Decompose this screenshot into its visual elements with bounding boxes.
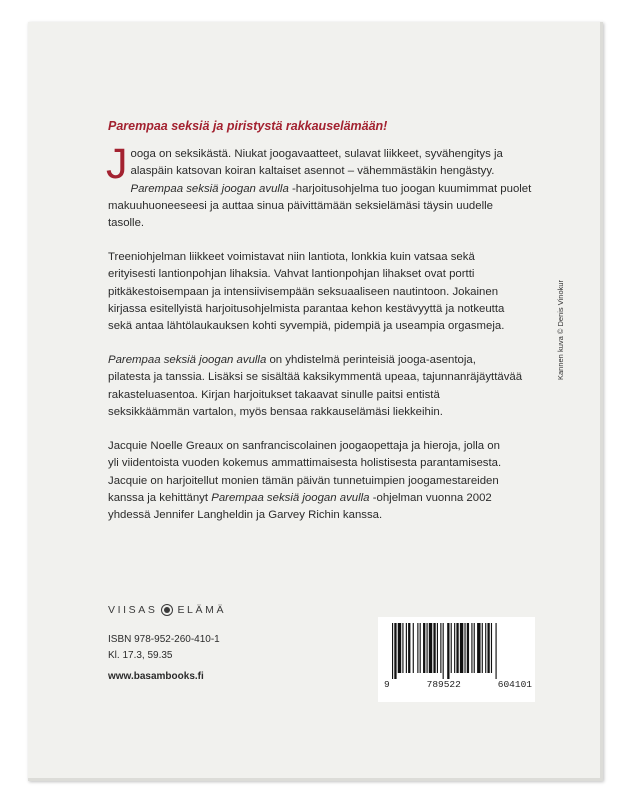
text-line: tasolle.: [108, 217, 145, 230]
classification: Kl. 17.3, 59.35: [108, 650, 173, 661]
text-line: ooga on seksikästä. Niukat joogavaatteet, sulavat liikkeet, syvähengitys ja: [130, 148, 503, 160]
text-line: pitkäkestoisempaan ja intensiivisempään seksuaaliseen nautintoon. Jokainen: [108, 285, 499, 298]
text-line: alaspäin katsovan koiran kaltaiset asennot – vähemmästäkin hengästyy.: [130, 165, 495, 178]
text-fragment: kanssa ja kehittänyt: [108, 491, 212, 504]
paragraph-author: [108, 438, 502, 524]
text-line: yli viidentoista vuoden kokemus ammattimaisesta holistisesta parantamisesta.: [108, 457, 502, 470]
book-title: Parempaa seksiä joogan avulla: [211, 491, 370, 504]
website-link: www.basambooks.fi: [108, 671, 204, 682]
text-line: [108, 352, 488, 369]
barcode-digit-group: 9: [384, 679, 390, 690]
paragraph-contents: [108, 352, 523, 421]
isbn: ISBN 978-952-260-410-1: [108, 634, 220, 645]
text-fragment: on yhdistelmä perinteisiä jooga-asentoja,: [266, 354, 476, 366]
publisher-circle-icon: [161, 604, 173, 616]
barcode-digits: [384, 679, 532, 690]
text-line: sekä antaa lähtölaukauksen kohti syvempiä, pidempiä ja useampia orgasmeja.: [108, 320, 505, 333]
barcode: [378, 617, 535, 702]
headline: Parempaa seksiä ja piristystä rakkauselämään!: [108, 119, 388, 133]
text-line: erityisesti lantionpohjan lihaksia. Vahvat lantionpohjan lihakset ovat portti: [108, 268, 475, 281]
cover-photo-credit: Kannen kuva © Denis Vinokur: [556, 279, 565, 380]
text-line: Jacquie on harjoitellut monien tämän päivän tunnetuimpien joogamestareiden: [108, 474, 499, 487]
text-line: pilatesta ja tanssia. Lisäksi se sisältää kaksikymmentä upeaa, tajunnanräjäyttävää: [108, 371, 523, 384]
drop-cap: J: [106, 140, 128, 188]
book-title: Parempaa seksiä joogan avulla: [130, 182, 289, 195]
text-line: [108, 181, 532, 198]
text-line: seksikkäämmän vartalon, myös bensaa rakkauselämäsi liekkeihin.: [108, 405, 443, 418]
text-line: [108, 490, 492, 507]
text-fragment: -ohjelman vuonna 2002: [369, 491, 492, 504]
barcode-digit-group: 789522: [426, 679, 461, 690]
text-line: Treeniohjelman liikkeet voimistavat niin lantiota, lonkkia kuin vatsaa sekä: [108, 251, 475, 263]
barcode-bars-icon: [384, 623, 532, 679]
publisher-logo: [108, 604, 226, 616]
text-line: kirjassa esitellyistä harjoitusohjelmista parantaa kehon kestävyyttä ja notkeutta: [108, 302, 505, 315]
publisher-name-right: ELÄMÄ: [177, 604, 227, 616]
barcode-digit-group: 604101: [497, 679, 532, 690]
book-title: Parempaa seksiä joogan avulla: [108, 354, 267, 366]
publisher-name-left: VIISAS: [108, 604, 158, 616]
text-line: yhdessä Jennifer Langheldin ja Garvey Richin kanssa.: [108, 509, 383, 522]
text-fragment: -harjoitusohjelma tuo joogan kuumimmat puolet: [288, 182, 532, 195]
text-line: rakasteluasentoa. Kirjan harjoitukset takaavat sinulle paitsi entistä: [108, 388, 440, 401]
text-line: Jacquie Noelle Greaux on sanfranciscolainen joogaopettaja ja hieroja, jolla on: [108, 440, 500, 452]
text-line: makuuhuoneeseesi ja auttaa sinua päivittämään seksielämäsi täysin uudelle: [108, 199, 493, 212]
paragraph-training: [108, 249, 505, 335]
paragraph-intro: [106, 140, 532, 232]
